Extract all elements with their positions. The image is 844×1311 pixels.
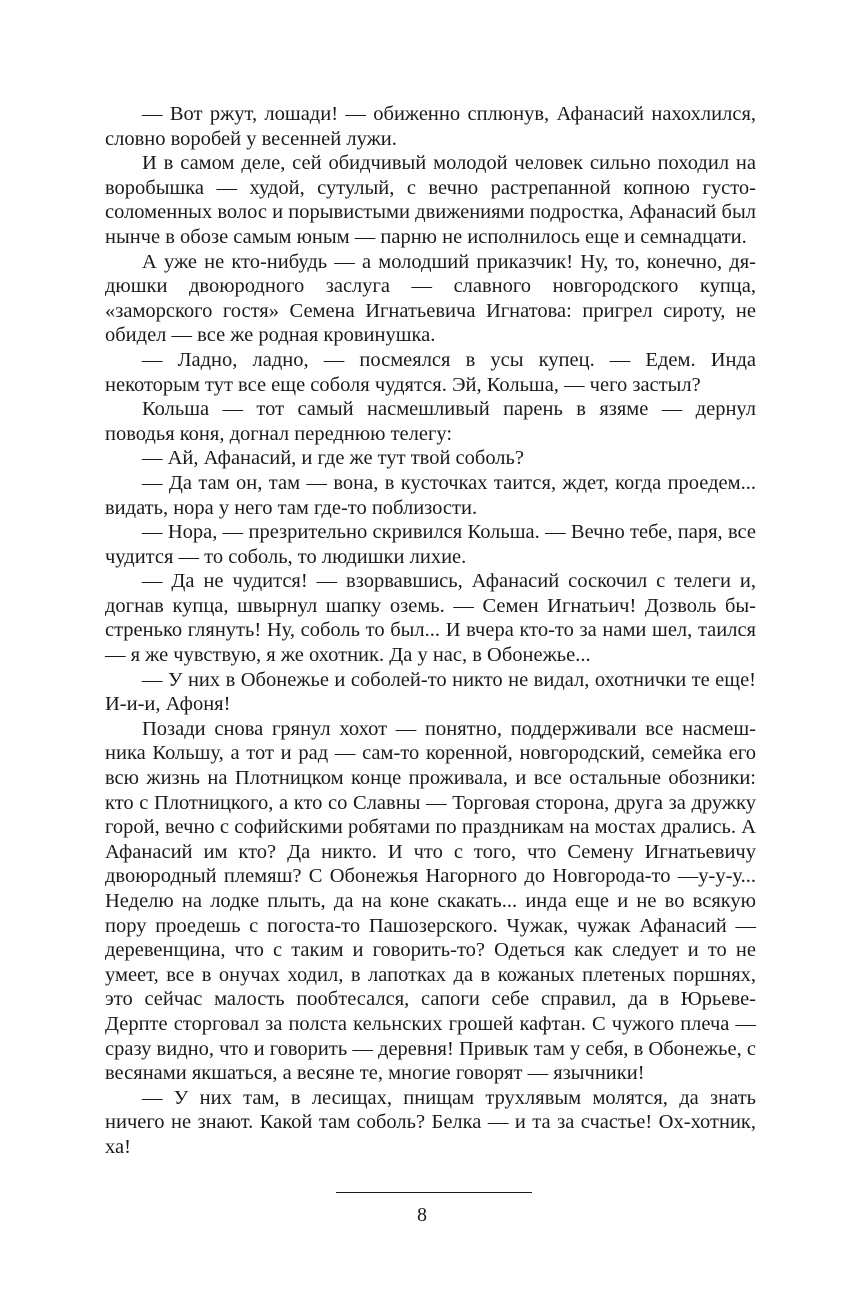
paragraph: — Да не чудится! — взорвавшись, Афанасий соскочил с телеги и, догнав купца, швырнул шапку оземь. — Семен Игнатьич! Дозволь быстренько глянуть! Ну, соболь то был... И вчера кто-то за нами шел, таился — я же чувствую, я же охотник. Да у нас, в Обонежье... (105, 570, 756, 667)
paragraph: Кольша — тот самый насмешливый парень в язяме — дернул поводья коня, догнал переднюю телегу: (105, 398, 756, 445)
page-number: 8 (417, 1204, 427, 1226)
paragraph: — Ладно, ладно, — посмеялся в усы купец. — Едем. Инда некоторым тут все еще соболя чудятся. Эй, Кольша, — чего застыл? (105, 348, 756, 396)
paragraph: — Да там он, там — вона, в кусточках таится, ждет, когда проедем... видать, нора у него там где-то поблизости. (105, 471, 756, 519)
paragraph: — Вот ржут, лошади! — обиженно сплюнув, Афанасий нахохлился, словно воробей у весенней лужи. (105, 103, 756, 150)
paragraph: И в самом деле, сей обидчивый молодой человек сильно походил на воробышка — худой, сутулый, с вечно растрепанной копною густосоломенных волос и порывистыми движениями подростка, Афанасий был нынче в обозе самым юным — парню не исполнилось еще и семнадцати. (105, 152, 756, 248)
paragraph: — Нора, — презрительно скривился Кольша. — Вечно тебе, паря, все чудится — то соболь, то людишки лихие. (105, 521, 756, 568)
footer-divider (336, 1192, 532, 1193)
paragraph: — У них в Обонежье и соболей-то никто не видал, охотнички те еще! И-и-и, Афоня! (105, 668, 756, 716)
paragraph: Позади снова грянул хохот — понятно, поддерживали все насмешника Кольшу, а тот и рад — сам-то коренной, новгородский, семейка его всю жизнь на Плотницком конце проживала, и все остальные обозники: кто с Плотницкого, а кто со Славны — Торговая сторона, друга за дружку горой, вечно с софийскими робятами по праздникам на мостах дрались. А Афанасий им кто? Да никто. И что с того, что Семену Игнатьевичу двоюродный племяш? С Обонежья Нагорного до Новгорода-то —у-у-у... Неделю на лодке плыть, да на коне скакать... инда еще и не во всякую пору проедешь с погоста-то Пашозерского. Чужак, чужак Афанасий — деревенщина, что с таким и говорить-то? Одеться как следует и то не умеет, все в онучах ходил, в лапотках да в кожаных плетеных поршнях, это сейчас малость пообтесался, сапоги себе справил, да в Юрьеве-Дерпте сторговал за полста кельнских грошей кафтан. С чужого плеча — сразу видно, что и говорить — деревня! Привык там у себя, в Обонежье, с весянами якшаться, а весяне те, многие говорят — язычники! (105, 717, 756, 1085)
paragraph: А уже не кто-нибудь — а молодший приказчик! Ну, то, конечно, дядюшки двоюродного заслуга — славного новгородского купца, «заморского гостя» Семена Игнатьевича Игнатова: пригрел сироту, не обидел — все же родная кровинушка. (105, 250, 756, 347)
paragraph: — У них там, в лесищах, пнищам трухлявым молятся, да знать ничего не знают. Какой там соболь? Белка — и та за счастье! Ох-хотник, ха! (105, 1086, 756, 1158)
paragraph: — Ай, Афанасий, и где же тут твой соболь? (142, 447, 524, 470)
body-text (105, 102, 756, 1160)
